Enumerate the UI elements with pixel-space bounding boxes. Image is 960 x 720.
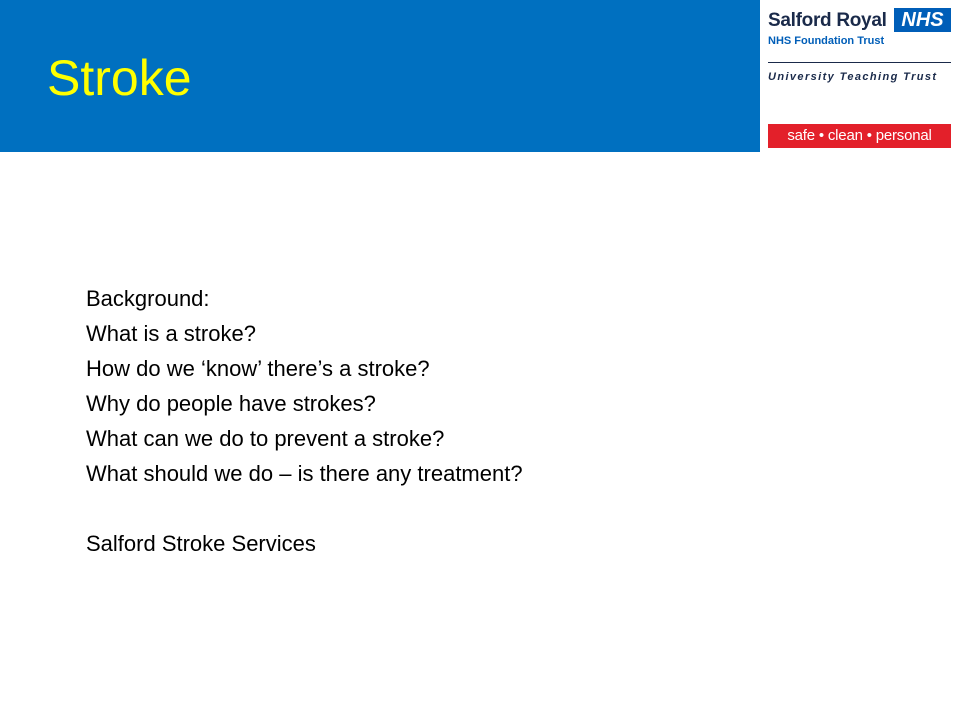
- slide-title: Stroke: [47, 50, 192, 106]
- logo-org-name: Salford Royal: [768, 10, 887, 31]
- content-spacer: [86, 491, 523, 526]
- content-footer-line: Salford Stroke Services: [86, 531, 316, 556]
- slide-content: [86, 281, 523, 561]
- trust-logo: [760, 0, 960, 152]
- content-line: Background:: [86, 286, 210, 311]
- content-line: What should we do – is there any treatment?: [86, 461, 523, 486]
- header-band: [0, 0, 760, 152]
- logo-tagline: safe • clean • personal: [768, 124, 951, 148]
- content-line: What is a stroke?: [86, 321, 256, 346]
- content-line: What can we do to prevent a stroke?: [86, 426, 445, 451]
- nhs-badge: NHS: [894, 8, 951, 32]
- logo-divider: [768, 62, 951, 63]
- content-line: How do we ‘know’ there’s a stroke?: [86, 356, 430, 381]
- content-line: Why do people have strokes?: [86, 391, 376, 416]
- logo-foundation-text: NHS Foundation Trust: [768, 35, 885, 47]
- logo-teaching-text: University Teaching Trust: [768, 71, 938, 83]
